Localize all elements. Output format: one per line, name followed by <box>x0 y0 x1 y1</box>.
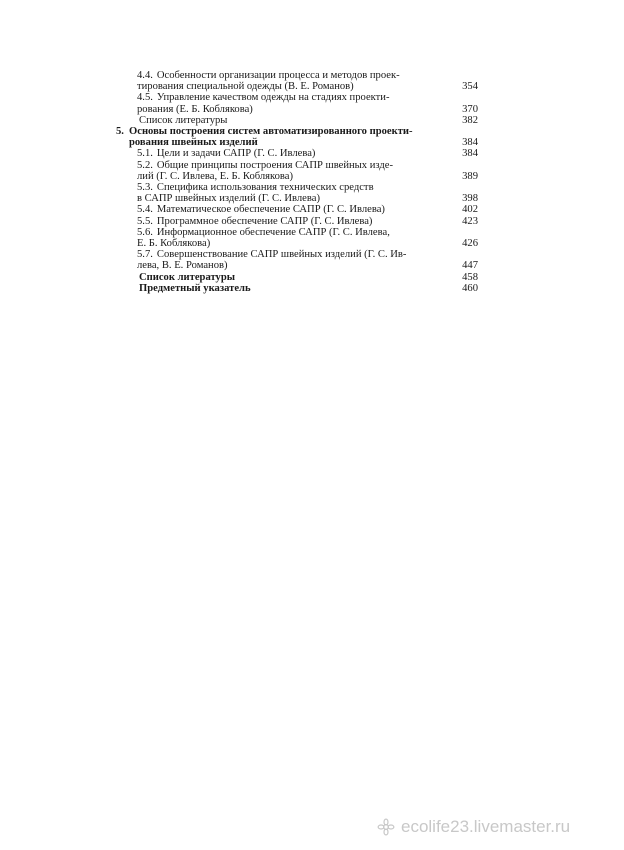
toc-entry-e45 <box>116 92 478 114</box>
toc-entry-number: 5. <box>116 126 124 138</box>
toc-entry-line: 5.5. Программное обеспечение САПР (Г. С. Ивлева) <box>137 215 373 227</box>
toc-entry-e53 <box>116 182 478 204</box>
toc-entry-line: лий (Г. С. Ивлева, Е. Б. Коблякова) <box>137 170 294 182</box>
toc-entry-number: 4.4. <box>137 70 153 81</box>
toc-entry-line: в САПР швейных изделий (Г. С. Ивлева) <box>137 193 320 205</box>
toc-entry-line: 4.4. Особенности организации процесса и методов проек- <box>137 70 400 81</box>
toc-entry-e57 <box>116 249 478 271</box>
toc-entry-line: рования швейных изделий <box>129 137 258 149</box>
toc-entry-index <box>116 283 478 294</box>
toc-entry-number: 5.2. <box>137 159 153 171</box>
toc-entry-line: Предметный указатель <box>139 282 251 294</box>
watermark <box>377 817 570 837</box>
toc-entry-page: 447 <box>462 260 478 272</box>
toc-entry-page: 389 <box>462 170 478 182</box>
toc-entry-line: 5.3. Специфика использования технических средств <box>137 182 374 194</box>
toc-entry-page: 460 <box>462 282 478 294</box>
toc-entry-line: Список литературы <box>139 271 236 283</box>
flower-icon <box>377 818 395 836</box>
toc-entry-line: 5.7. Совершенствование САПР швейных изделий (Г. С. Ив- <box>137 249 407 261</box>
table-of-contents <box>116 70 478 294</box>
toc-entry-number: 5.1. <box>137 148 153 160</box>
toc-entry-page: 370 <box>462 103 478 115</box>
toc-entry-number: 5.4. <box>137 204 153 216</box>
toc-entry-page: 354 <box>462 81 478 93</box>
toc-entry-page: 398 <box>462 193 478 205</box>
toc-entry-e52 <box>116 160 478 182</box>
toc-entry-e54 <box>116 204 478 215</box>
toc-entry-e44 <box>116 70 478 92</box>
toc-entry-page: 458 <box>462 271 478 283</box>
toc-entry-ch5 <box>116 126 478 148</box>
toc-entry-page: 382 <box>462 114 478 126</box>
toc-entry-e51 <box>116 148 478 159</box>
toc-entry-e55 <box>116 216 478 227</box>
toc-entry-page: 384 <box>462 137 478 149</box>
toc-entry-e56 <box>116 227 478 249</box>
toc-entry-page: 423 <box>462 215 478 227</box>
toc-entry-page: 402 <box>462 204 478 216</box>
toc-entry-line: Основы построения систем автоматизированного проекти- <box>129 126 413 138</box>
toc-entry-number: 5.6. <box>137 226 153 238</box>
toc-entry-line: 5.4. Математическое обеспечение САПР (Г. С. Ивлева) <box>137 204 385 216</box>
toc-entry-line: 5.6. Информационное обеспечение САПР (Г. С. Ивлева, <box>137 226 390 238</box>
toc-entry-line: 4.5. Управление качеством одежды на стадиях проекти- <box>137 92 390 104</box>
toc-entry-line: Е. Б. Коблякова) <box>137 238 211 250</box>
toc-entry-number: 5.3. <box>137 182 153 194</box>
toc-entry-line: рования (Е. Б. Коблякова) <box>137 103 253 115</box>
toc-entry-lit5 <box>116 272 478 283</box>
toc-entry-page: 426 <box>462 238 478 250</box>
watermark-text: ecolife23.livemaster.ru <box>401 817 571 836</box>
toc-entry-line: лева, В. Е. Романов) <box>137 260 228 272</box>
toc-entry-page: 384 <box>462 148 478 160</box>
toc-entry-line: 5.2. Общие принципы построения САПР швейных изде- <box>137 159 394 171</box>
toc-entry-lit4 <box>116 115 478 126</box>
toc-entry-line: Список литературы <box>139 114 228 126</box>
toc-entry-number: 5.5. <box>137 215 153 227</box>
toc-entry-line: тирования специальной одежды (В. Е. Романов) <box>137 81 354 93</box>
toc-entry-line: 5.1. Цели и задачи САПР (Г. С. Ивлева) <box>137 148 316 160</box>
toc-entry-number: 5.7. <box>137 249 153 261</box>
toc-entry-number: 4.5. <box>137 92 153 104</box>
